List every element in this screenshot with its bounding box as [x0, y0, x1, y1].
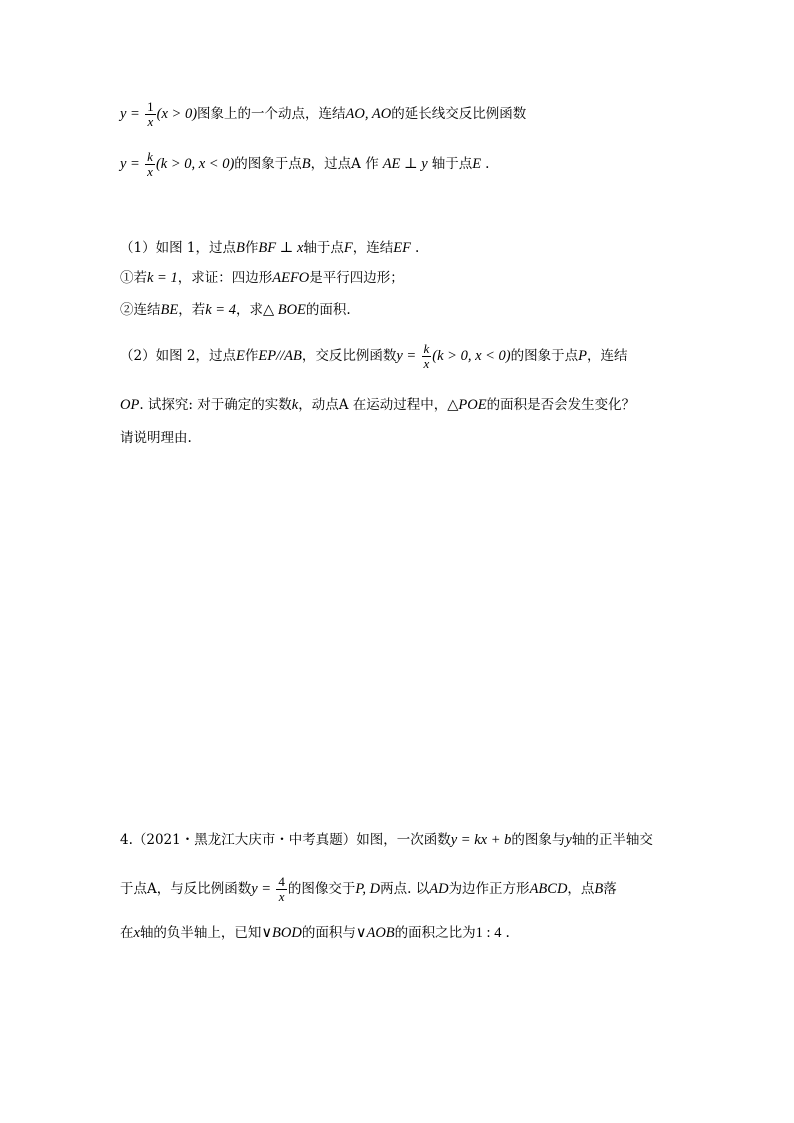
question-1-part-b: ②连结BE，若k = 4，求△ BOE的面积. [120, 302, 351, 318]
problem-4-line-3: 在x轴的负半轴上，已知∨BOD的面积与∨AOB的面积之比为1 : 4 . [120, 925, 510, 941]
question-2: （2）如图 2，过点E作EP//AB，交反比例函数y = $\frac{k}{x}$ (k > 0, x < 0)的图象于点P，连结 [120, 341, 628, 371]
problem-4-line-2: 于点A，与反比例函数y = $\frac{4}{x}$ 的图像交于P, D两点. 以AD为边作正方形ABCD，点B落 [120, 874, 617, 904]
question-1: （1）如图 1，过点B作BF ⊥ x轴于点F，连结EF . [120, 240, 420, 256]
question-2-line-3: 请说明理由. [120, 430, 192, 446]
question-2-line-2: OP. 试探究: 对于确定的实数k，动点A 在运动过程中，△POE的面积是否会发生变化？ [120, 397, 636, 413]
fraction-4-over-x: $\frac{4}{x}$ [278, 874, 285, 904]
math-condition: (x > 0) [156, 106, 198, 122]
fraction-k-over-x: $\frac{k}{x}$ [147, 149, 153, 179]
fraction-1-over-x: $\frac{1}{x}$ [147, 99, 154, 129]
intro-line-1: y = $\frac{1}{x}$ (x > 0)图象上的一个动点，连结AO, AO的延长线交反比例函数 [120, 99, 527, 129]
fraction-k-over-x: $\frac{k}{x}$ [423, 341, 430, 371]
question-1-part-a: ①若k = 1，求证：四边形AEFO是平行四边形； [120, 270, 404, 286]
problem-4-line-1: 4.（2021・黑龙江大庆市・中考真题）如图，一次函数y = kx + b的图象与y轴的正半轴交 [120, 832, 653, 848]
math-y: y = [120, 106, 140, 122]
intro-line-2: y = $\frac{k}{x}$ (k > 0, x < 0)的图象于点B，过点A 作 AE ⊥ y 轴于点E . [120, 149, 490, 179]
